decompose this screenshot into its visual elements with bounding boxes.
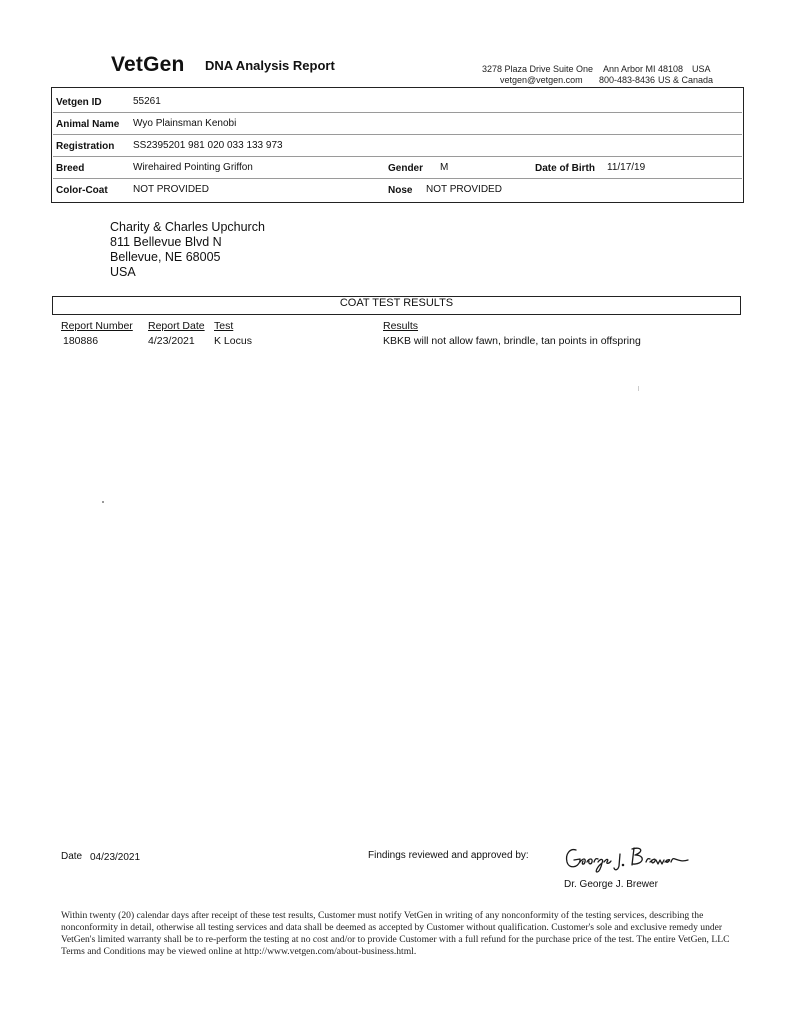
lab-email: vetgen@vetgen.com	[500, 75, 583, 85]
row-divider	[53, 112, 742, 113]
nose-label: Nose	[388, 185, 413, 196]
date-of-birth-label: Date of Birth	[535, 163, 595, 174]
row-divider	[53, 156, 742, 157]
animal-name-value: Wyo Plainsman Kenobi	[133, 118, 237, 129]
coat-results-title: COAT TEST RESULTS	[339, 297, 454, 309]
vetgen-id-label: Vetgen ID	[56, 97, 102, 108]
color-coat-value: NOT PROVIDED	[133, 184, 209, 195]
result-text: KBKB will not allow fawn, brindle, tan points in offspring	[383, 335, 641, 347]
owner-country: USA	[110, 265, 136, 279]
owner-name: Charity & Charles Upchurch	[110, 220, 265, 234]
row-divider	[53, 134, 742, 135]
approval-label: Findings reviewed and approved by:	[368, 850, 529, 861]
terms-disclaimer: Within twenty (20) calendar days after receipt of these test results, Customer must notify VetGen in writing of any nonconformity of the testing services, describing the nonconformity in detail, otherwise all testing services and data shall be deemed as accepted by Customer without qualification. Customer's sole and exclusive remedy under VetGen's limited warranty shall be to re-perform the testing at no cost and/or to provide Customer with a full refund for the purchase price of the test. The entire VetGen, LLC Terms and Conditions may be viewed online at http://www.vetgen.com/about-business.html.	[61, 910, 730, 957]
registration-label: Registration	[56, 141, 115, 152]
gender-label: Gender	[388, 163, 424, 174]
owner-city: Bellevue, NE 68005	[110, 250, 221, 264]
test-header: Test	[214, 320, 234, 332]
lab-phone-region: US & Canada	[658, 75, 714, 85]
lab-country: USA	[692, 64, 711, 74]
result-report-number: 180886	[63, 335, 99, 347]
results-header: Results	[383, 320, 419, 332]
animal-name-label: Animal Name	[56, 119, 120, 130]
result-report-date: 4/23/2021	[148, 335, 195, 347]
registration-value: SS2395201 981 020 033 133 973	[133, 140, 283, 151]
breed-label: Breed	[56, 163, 85, 174]
lab-street-address: 3278 Plaza Drive Suite One	[482, 64, 594, 74]
breed-value: Wirehaired Pointing Griffon	[133, 162, 253, 173]
date-of-birth-value: 11/17/19	[607, 162, 646, 173]
scan-speck	[638, 386, 639, 391]
report-number-header: Report Number	[61, 320, 133, 332]
vetgen-logo: VetGen	[111, 53, 185, 76]
gender-value: M	[440, 162, 449, 173]
result-test: K Locus	[214, 335, 252, 347]
signature-image	[562, 838, 692, 876]
scan-speck	[102, 501, 104, 503]
date-label: Date	[61, 851, 83, 862]
report-issue-date: 04/23/2021	[90, 852, 141, 863]
nose-value: NOT PROVIDED	[426, 184, 502, 195]
row-divider	[53, 178, 742, 179]
lab-phone: 800-483-8436	[599, 75, 656, 85]
owner-street: 811 Bellevue Blvd N	[110, 235, 222, 249]
color-coat-label: Color-Coat	[56, 185, 108, 196]
report-title: DNA Analysis Report	[205, 58, 335, 73]
report-date-header: Report Date	[148, 320, 205, 332]
vetgen-id-value: 55261	[133, 96, 161, 107]
lab-city-address: Ann Arbor MI 48108	[603, 64, 684, 74]
approver-name: Dr. George J. Brewer	[564, 879, 658, 890]
